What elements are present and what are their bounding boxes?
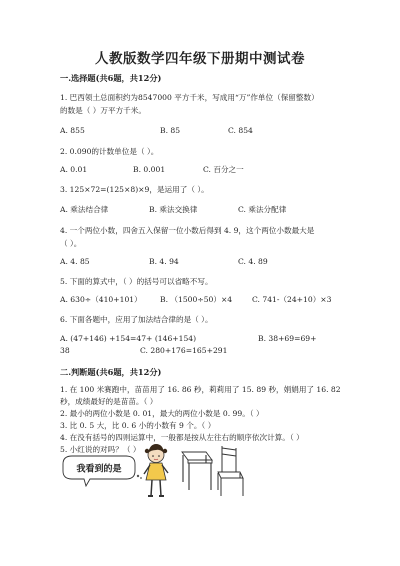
q6-option-b: B. 38+69=69+	[258, 334, 317, 343]
q4-option-b: B. 4. 94	[149, 257, 179, 266]
illustration	[60, 438, 260, 510]
q1-option-c: C. 854	[228, 126, 253, 135]
q1-option-b: B. 85	[160, 126, 181, 135]
q2-option-b: B. 0.001	[133, 165, 166, 174]
page-title: 人教版数学四年级下册期中测试卷	[95, 51, 305, 67]
judge-line-4: 3. 比 0. 5 大，比 0. 6 小的小数有 9 个。（ ）	[60, 421, 216, 430]
judge-line-1: 1. 在 100 米赛跑中，苗苗用了 16. 86 秒，莉莉用了 15. 89 秒，娟娟用了 16. 82	[60, 385, 341, 394]
q5-option-a: A. 630÷（410+101）	[60, 295, 142, 304]
q4-line-2: （ ）。	[60, 239, 82, 248]
judge-line-2: 秒，成绩最好的是苗苗。（ ）	[60, 397, 158, 406]
girl-icon	[144, 444, 168, 496]
q3-option-a: A. 乘法结合律	[60, 205, 109, 214]
q1-line-1: 1. 巴西领土总面积约为8547000 平方千米，写成用“万”作单位（保留整数）	[60, 93, 319, 102]
speech-text: 我看到的是	[76, 464, 122, 475]
q4-line-1: 4. 一个两位小数，四舍五入保留一位小数后得到 4. 9，这个两位小数最大是	[60, 226, 315, 235]
table-icon	[182, 452, 212, 490]
q6-option-b-cont: 38	[60, 346, 70, 355]
q2-option-c: C. 百分之一	[203, 165, 244, 174]
q1-option-a: A. 855	[60, 126, 85, 135]
q4-option-a: A. 4. 85	[60, 257, 90, 266]
q6-option-a: A. (47+146) +154=47+ (146+154)	[60, 334, 197, 343]
q5-line-1: 5. 下面的算式中，（ ）的括号可以省略不写。	[60, 277, 213, 286]
chair-icon	[218, 446, 243, 496]
q5-option-b: B. （1500÷50）×4	[160, 295, 233, 304]
q2-line-1: 2. 0.090的计数单位是（ ）。	[60, 147, 159, 156]
q5-option-c: C. 741-（24+10）×3	[252, 295, 332, 304]
judge-line-6: 5. 小红说的对吗？（ ）	[60, 445, 141, 454]
q6-line-1: 6. 下面各题中，应用了加法结合律的是（ ）。	[60, 315, 213, 324]
speech-bubble	[63, 456, 135, 486]
q4-option-c: C. 4. 89	[238, 257, 268, 266]
q6-option-c: C. 280+176=165+291	[140, 346, 228, 355]
q3-option-c: C. 乘法分配律	[238, 205, 287, 214]
q3-line-1: 3. 125×72=(125×8)×9，是运用了（ ）。	[60, 185, 209, 194]
judge-line-3: 2. 最小的两位小数是 0. 01，最大的两位小数是 0. 99。（ ）	[60, 409, 264, 418]
q1-line-2: 的数是（ ）万平方千米。	[60, 106, 146, 115]
q2-option-a: A. 0.01	[60, 165, 88, 174]
judge-line-5: 4. 在没有括号的四则运算中，一般都是按从左往右的顺序依次计算。（ ）	[60, 433, 304, 442]
section-heading-choice: 一.选择题(共6题，共12分)	[60, 73, 162, 83]
q3-option-b: B. 乘法交换律	[149, 205, 198, 214]
section-heading-judge: 二.判断题(共6题，共12分)	[60, 367, 162, 377]
